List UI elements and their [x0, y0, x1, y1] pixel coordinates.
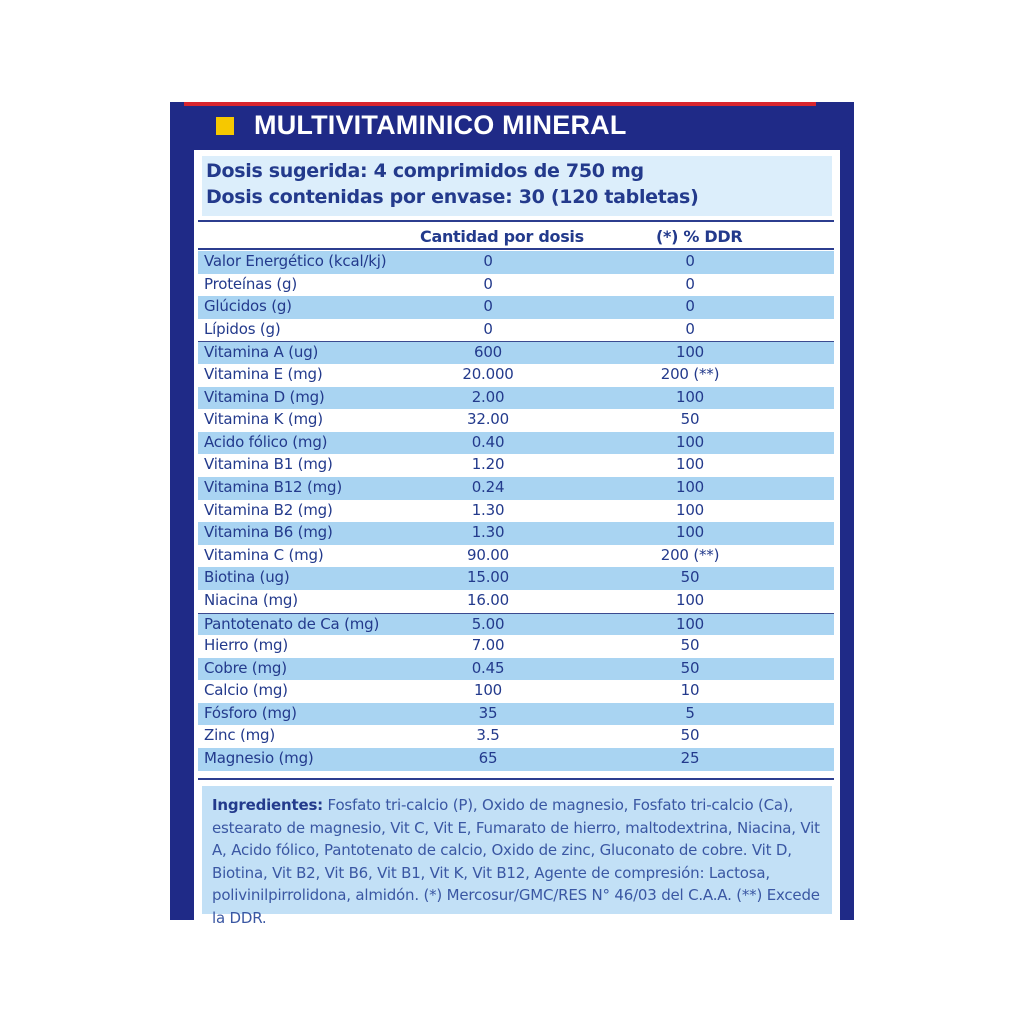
nutrient-name: Magnesio (mg)	[204, 749, 314, 768]
ddr-value: 100	[675, 500, 705, 519]
table-row	[198, 274, 834, 297]
quantity-value: 90.00	[467, 545, 509, 564]
nutrient-name: Glúcidos (g)	[204, 297, 292, 316]
ddr-value: 200 (**)	[660, 545, 720, 564]
table-row	[198, 658, 834, 681]
nutrient-name: Vitamina B2 (mg)	[204, 500, 333, 519]
table-row	[198, 635, 834, 658]
dose-per-container: Dosis contenidas por envase: 30 (120 tabletas)	[206, 186, 699, 208]
table-row	[198, 567, 834, 590]
ddr-value: 0	[685, 274, 695, 293]
table-row	[198, 748, 834, 771]
ingredients-box	[202, 786, 832, 927]
quantity-value: 15.00	[467, 568, 509, 587]
quantity-value: 1.30	[471, 500, 505, 519]
nutrient-name: Biotina (ug)	[204, 568, 290, 587]
table-row	[198, 454, 834, 477]
nutrient-name: Vitamina B6 (mg)	[204, 523, 333, 542]
table-row	[198, 296, 834, 319]
quantity-value: 0	[483, 252, 493, 270]
ingredients-label: Ingredientes:	[212, 796, 323, 814]
nutrient-name: Vitamina C (mg)	[204, 545, 324, 564]
nutrient-name: Hierro (mg)	[204, 636, 288, 655]
ddr-value: 50	[680, 568, 700, 587]
table-row	[198, 409, 834, 432]
table-top-rule	[198, 248, 834, 250]
nutrient-name: Acido fólico (mg)	[204, 432, 328, 451]
quantity-value: 0	[483, 319, 493, 338]
quantity-value: 7.00	[471, 636, 505, 655]
quantity-value: 1.30	[471, 523, 505, 542]
ddr-value: 50	[680, 658, 700, 677]
nutrient-name: Vitamina A (ug)	[204, 343, 319, 362]
ddr-value: 0	[685, 297, 695, 316]
quantity-value: 0.40	[471, 432, 505, 451]
table-row	[198, 725, 834, 748]
table-row	[198, 319, 834, 342]
quantity-value: 32.00	[467, 410, 509, 429]
yellow-square-icon	[216, 117, 234, 135]
table-row	[198, 522, 834, 545]
column-header-ddr: (*) % DDR	[656, 227, 743, 246]
column-header-quantity: Cantidad por dosis	[420, 227, 584, 246]
ingredients-list: Fosfato tri-calcio (P), Oxido de magnesio, Fosfato tri-calcio (Ca), estearato de magnesio, Vit C, Vit E, Fumarato de hierro, maltodextrina, Niacina, Vit A, Acido fólico, Pantotenato de calcio, Oxido de zinc, Gluconato de cobre. Vit D, Biotina, Vit B2, Vit B6, Vit B1, Vit K, Vit B12, Agente de compresión: Lactosa, polivinilpirrolidona, almidón. (*) Mercosur/GMC/RES N° 46/03 del C.A.A. (**) Excede la DDR.	[212, 796, 820, 927]
nutrient-name: Fósforo (mg)	[204, 703, 297, 722]
nutrient-name: Vitamina K (mg)	[204, 410, 323, 429]
ddr-value: 0	[685, 252, 695, 270]
quantity-value: 65	[478, 749, 498, 768]
quantity-value: 35	[478, 703, 498, 722]
nutrient-name: Niacina (mg)	[204, 590, 298, 609]
nutrient-name: Valor Energético (kcal/kj)	[204, 252, 387, 270]
quantity-value: 5.00	[471, 614, 505, 633]
product-title: MULTIVITAMINICO MINERAL	[254, 110, 627, 140]
table-row	[198, 432, 834, 455]
table-row	[198, 341, 834, 364]
quantity-value: 600	[473, 343, 503, 362]
ddr-value: 10	[680, 681, 700, 700]
dose-suggested: Dosis sugerida: 4 comprimidos de 750 mg	[206, 160, 644, 182]
table-row	[198, 477, 834, 500]
quantity-value: 2.00	[471, 387, 505, 406]
table-row	[198, 364, 834, 387]
quantity-value: 20.000	[462, 364, 514, 383]
nutrient-name: Proteínas (g)	[204, 274, 297, 293]
quantity-value: 16.00	[467, 590, 509, 609]
header-rule	[198, 220, 834, 222]
nutrient-name: Pantotenato de Ca (mg)	[204, 614, 380, 633]
quantity-value: 1.20	[471, 455, 505, 474]
nutrient-name: Cobre (mg)	[204, 658, 287, 677]
ddr-value: 100	[675, 432, 705, 451]
nutrient-name: Vitamina B1 (mg)	[204, 455, 333, 474]
nutrient-name: Calcio (mg)	[204, 681, 288, 700]
quantity-value: 3.5	[476, 726, 500, 745]
ddr-value: 100	[675, 343, 705, 362]
quantity-value: 0.45	[471, 658, 505, 677]
table-row	[198, 545, 834, 568]
ddr-value: 100	[675, 477, 705, 496]
quantity-value: 100	[473, 681, 503, 700]
nutrient-name: Lípidos (g)	[204, 319, 281, 338]
ddr-value: 50	[680, 410, 700, 429]
nutrient-name: Vitamina E (mg)	[204, 364, 323, 383]
table-row	[198, 613, 834, 636]
table-row	[198, 680, 834, 703]
ddr-value: 5	[685, 703, 695, 722]
nutrient-name: Vitamina D (mg)	[204, 387, 325, 406]
nutrition-table	[198, 251, 834, 771]
ingredients-text	[212, 794, 822, 930]
quantity-value: 0.24	[471, 477, 505, 496]
ddr-value: 100	[675, 523, 705, 542]
table-row	[198, 590, 834, 613]
ddr-value: 25	[680, 749, 700, 768]
ddr-value: 100	[675, 590, 705, 609]
ddr-value: 50	[680, 636, 700, 655]
ddr-value: 200 (**)	[660, 364, 720, 383]
ddr-value: 0	[685, 319, 695, 338]
ddr-value: 100	[675, 614, 705, 633]
table-bottom-rule	[198, 778, 834, 780]
nutrient-name: Vitamina B12 (mg)	[204, 477, 343, 496]
ddr-value: 100	[675, 387, 705, 406]
table-row	[198, 251, 834, 274]
table-row	[198, 703, 834, 726]
ddr-value: 50	[680, 726, 700, 745]
table-row	[198, 387, 834, 410]
quantity-value: 0	[483, 297, 493, 316]
ddr-value: 100	[675, 455, 705, 474]
table-row	[198, 500, 834, 523]
nutrient-name: Zinc (mg)	[204, 726, 276, 745]
quantity-value: 0	[483, 274, 493, 293]
